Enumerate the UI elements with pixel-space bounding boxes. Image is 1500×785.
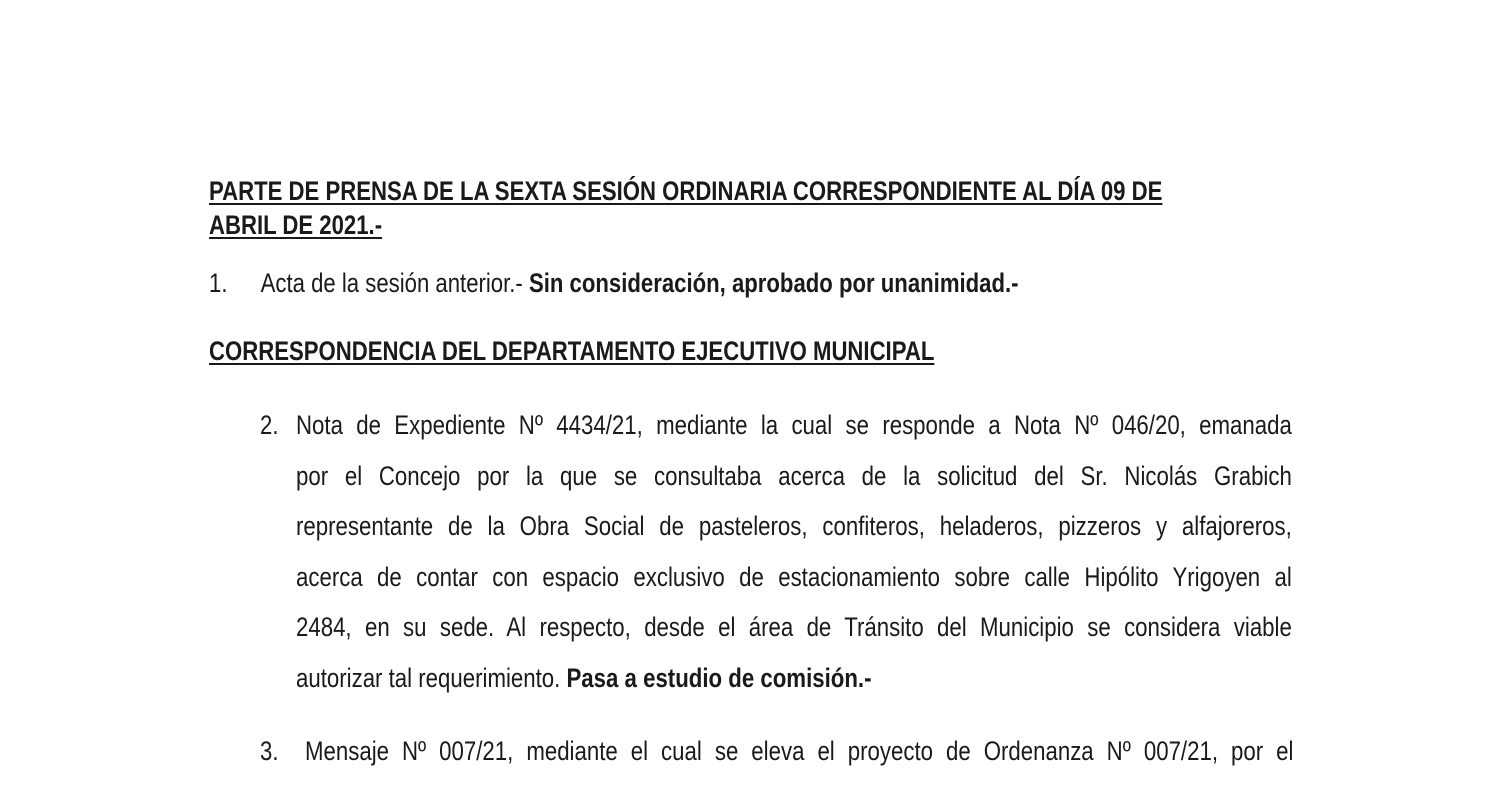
section-heading: CORRESPONDENCIA DEL DEPARTAMENTO EJECUTIVO MUNICIPAL	[209, 336, 935, 366]
item-line: acerca de contar con espacio exclusivo de estacionamiento sobre calle Hipólito Yrigoyen al	[296, 561, 1292, 592]
item-line: representante de la Obra Social de pasteleros, confiteros, heladeros, pizzeros y alfajoreros,	[296, 511, 1292, 541]
title-line-2: ABRIL DE 2021.-	[209, 210, 383, 240]
item-number: 1.	[209, 268, 228, 298]
item-body	[296, 400, 1292, 703]
item-line-last	[296, 653, 1292, 704]
item-line: Nota de Expediente Nº 4434/21, mediante la cual se responde a Nota Nº 046/20, emanada	[296, 410, 1292, 440]
item-number: 3.	[260, 736, 279, 766]
item-resolution: Pasa a estudio de comisión.-	[566, 662, 872, 693]
page-title	[209, 174, 1163, 242]
item-text: Mensaje Nº 007/21, mediante el cual se eleva el proyecto de Ordenanza Nº 007/21, por el	[305, 736, 1294, 766]
item-line: por el Concejo por la que se consultaba acerca de la solicitud del Sr. Nicolás Grabich	[296, 460, 1292, 491]
item-resolution: Sin consideración, aprobado por unanimidad.-	[528, 268, 1019, 298]
title-line-1: PARTE DE PRENSA DE LA SEXTA SESIÓN ORDINARIA CORRESPONDIENTE AL DÍA 09 DE	[209, 176, 1163, 206]
item-number: 2.	[260, 410, 279, 440]
item-text: autorizar tal requerimiento.	[296, 662, 567, 693]
item-text: Acta de la sesión anterior.-	[260, 268, 529, 298]
item-line: 2484, en su sede. Al respecto, desde el área de Tránsito del Municipio se considera viable	[296, 612, 1292, 642]
list-item-1	[209, 266, 1019, 300]
